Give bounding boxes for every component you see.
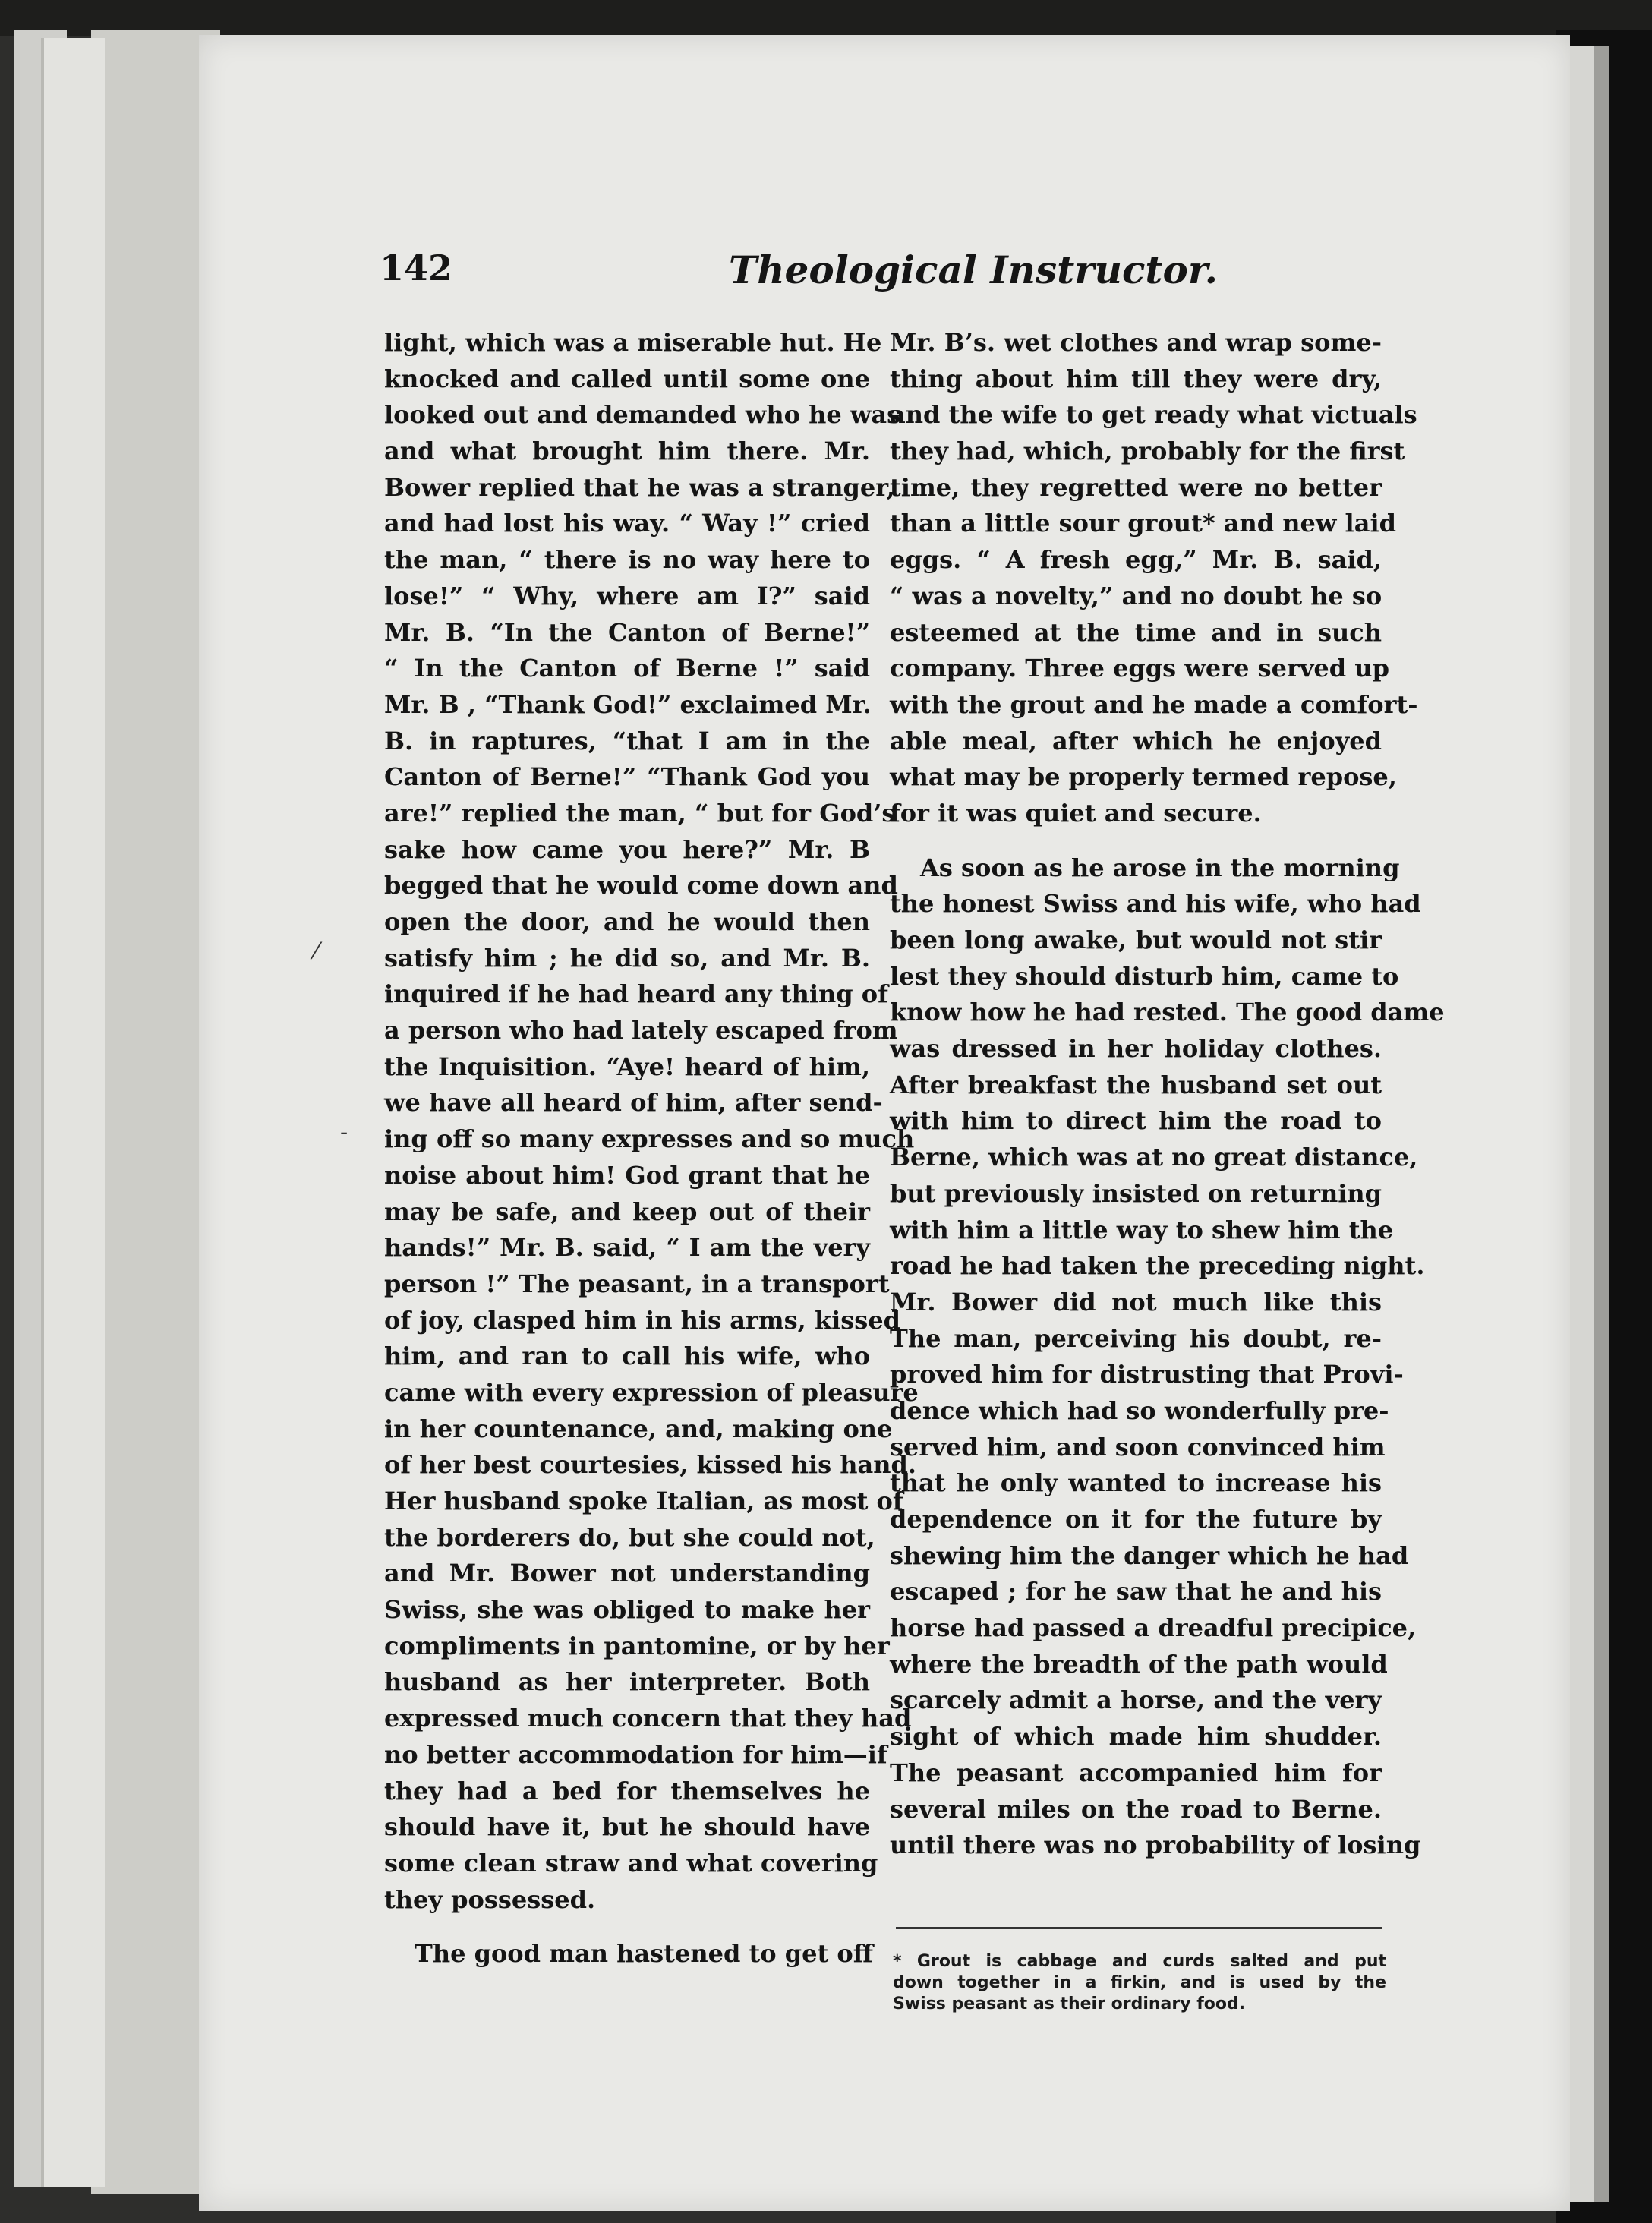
- text-line: what may be properly termed repose,: [890, 762, 1397, 792]
- text-line: lest they should disturb him, came to: [890, 961, 1399, 991]
- text-line: Swiss, she was obliged to make her: [384, 1595, 870, 1625]
- text-line: knocked and called until some one: [384, 364, 870, 393]
- footnote-rule: [896, 1927, 1382, 1929]
- text-line: than a little sour grout* and new laid: [890, 509, 1396, 538]
- text-line: know how he had rested. The good dame: [890, 998, 1445, 1027]
- text-line: B. in raptures, “that I am in the: [384, 726, 870, 755]
- text-line: in her countenance, and, making one: [384, 1414, 893, 1443]
- text-line: are!” replied the man, “ but for God’s: [384, 798, 896, 828]
- text-line: several miles on the road to Berne.: [890, 1794, 1382, 1824]
- text-line: dence which had so wonderfully pre-: [890, 1395, 1389, 1425]
- text-line: The good man hastened to get off: [415, 1939, 873, 1969]
- text-line: that he only wanted to increase his: [890, 1468, 1382, 1498]
- left-column: [384, 325, 919, 1972]
- text-line: eggs. “ A fresh egg,” Mr. B. said,: [890, 545, 1382, 575]
- running-title: Theological Instructor.: [729, 248, 1218, 292]
- scan-top-edge: [0, 0, 1652, 36]
- text-line: “ In the Canton of Berne !” said: [384, 654, 870, 683]
- text-line: noise about him! God grant that he: [384, 1160, 870, 1190]
- text-line: a person who had lately escaped from: [384, 1016, 898, 1045]
- text-line: Berne, which was at no great distance,: [890, 1143, 1418, 1172]
- scan-right-pages-shadow: [1594, 46, 1609, 2202]
- text-line: thing about him till they were dry,: [890, 364, 1382, 393]
- text-line: lose!” “ Why, where am I?” said: [384, 581, 870, 610]
- text-line: expressed much concern that they had: [384, 1704, 912, 1733]
- text-line: Canton of Berne!” “Thank God you: [384, 762, 870, 792]
- text-line: escaped ; for he saw that he and his: [890, 1577, 1382, 1607]
- text-line: shewing him the danger which he had: [890, 1540, 1409, 1570]
- text-line: no better accommodation for him—if: [384, 1739, 887, 1769]
- text-line: for it was quiet and secure.: [890, 798, 1262, 828]
- text-line: company. Three eggs were served up: [890, 654, 1389, 683]
- page-number: 142: [380, 248, 453, 289]
- text-line: of joy, clasped him in his arms, kissed: [384, 1305, 901, 1335]
- text-line: person !” The peasant, in a transport: [384, 1269, 890, 1298]
- text-line: inquired if he had heard any thing of: [384, 979, 888, 1009]
- text-line: As soon as he arose in the morning: [920, 853, 1400, 882]
- text-line: and had lost his way. “ Way !” cried: [384, 509, 870, 538]
- text-line: and the wife to get ready what victuals: [890, 400, 1417, 430]
- text-line: the borderers do, but she could not,: [384, 1522, 875, 1552]
- text-line: Her husband spoke Italian, as most of: [384, 1487, 903, 1515]
- text-line: looked out and demanded who he was: [384, 400, 901, 430]
- text-line: they possessed.: [384, 1884, 596, 1914]
- page-header: [380, 248, 1427, 301]
- text-line: The peasant accompanied him for: [890, 1758, 1382, 1787]
- text-line: with him a little way to shew him the: [890, 1215, 1394, 1244]
- text-line: esteemed at the time and in such: [890, 617, 1382, 647]
- text-line: time, they regretted were no better: [890, 472, 1382, 502]
- text-line: satisfy him ; he did so, and Mr. B.: [384, 943, 870, 973]
- text-line: husband as her interpreter. Both: [384, 1667, 870, 1697]
- text-line: been long awake, but would not stir: [890, 925, 1382, 954]
- text-line: Bower replied that he was a stranger,: [384, 472, 895, 502]
- text-line: and Mr. Bower not understanding: [384, 1559, 870, 1588]
- text-line: sake how came you here?” Mr. B: [384, 834, 870, 864]
- text-line: the honest Swiss and his wife, who had: [890, 889, 1421, 919]
- text-line: able meal, after which he enjoyed: [890, 726, 1382, 755]
- text-line: * Grout is cabbage and curds salted and put: [893, 1952, 1386, 1971]
- text-line: should have it, but he should have: [384, 1812, 870, 1842]
- text-line: but previously insisted on returning: [890, 1178, 1382, 1208]
- paragraph-gap: [384, 1918, 870, 1936]
- text-line: open the door, and he would then: [384, 907, 870, 936]
- text-line: Swiss peasant as their ordinary food.: [893, 1994, 1246, 2013]
- text-line: with the grout and he made a comfort-: [890, 689, 1418, 719]
- text-line: where the breadth of the path would: [890, 1649, 1388, 1679]
- text-line: down together in a firkin, and is used by the: [893, 1973, 1386, 1992]
- text-line: the man, “ there is no way here to: [384, 545, 870, 575]
- text-line: hands!” Mr. B. said, “ I am the very: [384, 1233, 870, 1263]
- text-line: came with every expression of pleasure: [384, 1377, 919, 1407]
- text-line: Mr. B , “Thank God!” exclaimed Mr.: [384, 689, 872, 719]
- margin-mark: -: [340, 1119, 348, 1146]
- text-line: Mr. B. “In the Canton of Berne!”: [384, 617, 870, 647]
- text-line: with him to direct him the road to: [890, 1106, 1382, 1136]
- footnote: [893, 1951, 1386, 2015]
- text-line: “ was a novelty,” and no doubt he so: [890, 581, 1382, 610]
- text-line: they had, which, probably for the first: [890, 437, 1405, 466]
- text-line: they had a bed for themselves he: [384, 1776, 870, 1805]
- text-line: road he had taken the preceding night.: [890, 1251, 1425, 1281]
- text-line: dependence on it for the future by: [890, 1505, 1382, 1534]
- text-line: may be safe, and keep out of their: [384, 1197, 870, 1226]
- text-line: some clean straw and what covering: [384, 1848, 878, 1878]
- text-line: scarcely admit a horse, and the very: [890, 1685, 1382, 1715]
- text-line: served him, and soon convinced him: [890, 1432, 1386, 1462]
- margin-mark: ⁄: [314, 938, 319, 965]
- text-line: The man, perceiving his doubt, re-: [890, 1323, 1382, 1353]
- scan-page-stack-inner: [41, 38, 105, 2187]
- text-line: until there was no probability of losing: [890, 1830, 1421, 1860]
- text-line: After breakfast the husband set out: [890, 1070, 1382, 1099]
- text-line: light, which was a miserable hut. He: [384, 328, 882, 357]
- right-column: [890, 325, 1445, 1864]
- text-line: was dressed in her holiday clothes.: [890, 1034, 1382, 1064]
- text-line: proved him for distrusting that Provi-: [890, 1360, 1404, 1389]
- text-line: sight of which made him shudder.: [890, 1722, 1382, 1752]
- text-line: begged that he would come down and: [384, 871, 898, 900]
- text-line: the Inquisition. “Aye! heard of him,: [384, 1052, 870, 1081]
- text-line: of her best courtesies, kissed his hand.: [384, 1450, 917, 1480]
- paragraph-gap: [890, 832, 1382, 850]
- text-line: compliments in pantomine, or by her: [384, 1631, 890, 1660]
- text-line: Mr. Bower did not much like this: [890, 1287, 1382, 1316]
- text-line: horse had passed a dreadful precipice,: [890, 1613, 1417, 1643]
- text-line: Mr. B’s. wet clothes and wrap some-: [890, 328, 1382, 357]
- text-line: him, and ran to call his wife, who: [384, 1342, 870, 1371]
- text-line: ing off so many expresses and so much: [384, 1124, 915, 1154]
- text-line: we have all heard of him, after send-: [384, 1088, 883, 1118]
- text-line: and what brought him there. Mr.: [384, 437, 870, 466]
